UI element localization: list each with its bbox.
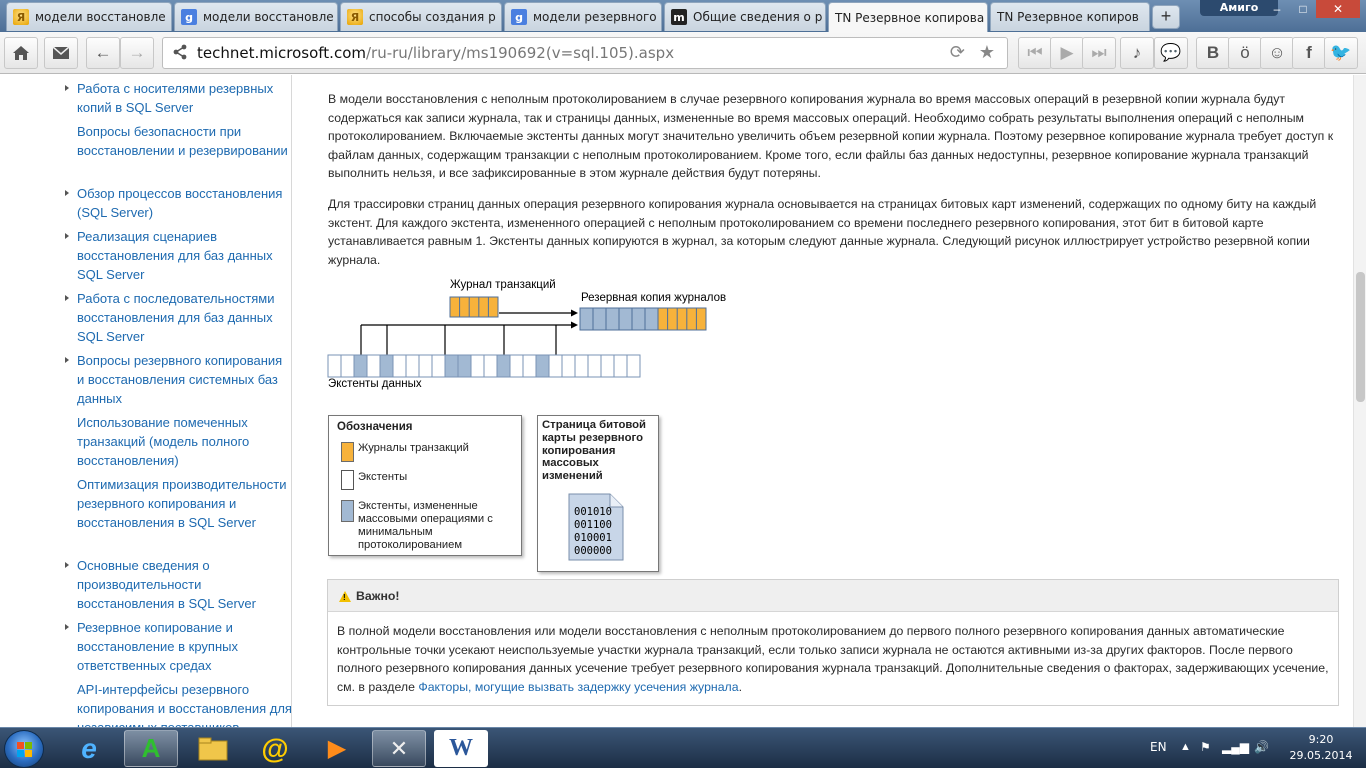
paragraph-bitmap-pages: Для трассировки страниц данных операция резервного копирования журнала основывается на страницах битовых карт изменений, содержащих по одному биту на каждый экстент. Для каждого экстента, измененного операцией с неполным протоколированием со времени последнего резервного копирования, этот бит в битовой карте устанавливается равным 1. Экстенты данных копируются в журнал, за которым следуют данные журнала. Следующий рисунок иллюстрирует устройство резервной копии журнала. xyxy=(328,197,1317,267)
sidebar-item-label[interactable]: Резервное копирование и восстановление в крупных ответственных средах xyxy=(77,620,238,673)
note-end: . xyxy=(738,679,742,694)
expand-arrow-icon[interactable] xyxy=(65,190,69,196)
scrollbar-thumb[interactable] xyxy=(1356,272,1365,402)
extent-cell xyxy=(549,355,562,377)
note-header xyxy=(328,580,1338,612)
log-backup-blocks xyxy=(580,308,706,330)
media-prev-button[interactable] xyxy=(1018,37,1052,69)
extent-cell xyxy=(627,355,640,377)
tab-6-active[interactable] xyxy=(828,2,988,32)
note-text: В полной модели восстановления или модели восстановления с неполным протоколированием до первого полного резервного копирования данных автоматические контрольные точки усекают неиспользуемые участки журнала транзакций, если только записи журнала не остаются активными из-за других факторов. После первого полного резервного копирования данных усечение требует резервного копирования журнала транзакций. Дополнительные сведения о факторах, задерживающих усечение, см. в разделе xyxy=(337,624,1329,694)
facebook-icon: f xyxy=(1306,43,1312,62)
mail-icon xyxy=(52,46,70,60)
legend-title: Обозначения xyxy=(337,421,413,433)
forward-button[interactable] xyxy=(120,37,154,69)
media-player-icon[interactable]: ▶ xyxy=(327,735,347,762)
expand-arrow-icon[interactable] xyxy=(65,562,69,568)
tab-title: модели восстановле xyxy=(35,10,166,24)
home-icon xyxy=(12,45,30,61)
legend-swatch-extent xyxy=(341,470,354,490)
sidebar-item-label[interactable]: Обзор процессов восстановления (SQL Server) xyxy=(77,186,283,220)
forward-arrow-icon: → xyxy=(128,43,146,62)
bitmap-page-box xyxy=(537,415,659,572)
changed-extent-cell xyxy=(458,355,471,377)
sidebar-item-security[interactable] xyxy=(77,122,292,160)
sidebar-item-system-databases[interactable] xyxy=(77,351,292,408)
yandex-icon: Я xyxy=(13,9,29,25)
flag-icon[interactable]: ⚑ xyxy=(1200,740,1211,754)
bitmap-line: 000000 xyxy=(574,545,612,557)
vk-icon: B xyxy=(1206,43,1220,62)
twitter-button[interactable] xyxy=(1324,37,1358,69)
bitmap-line: 010001 xyxy=(574,532,612,544)
sidebar-item-restore-performance[interactable] xyxy=(77,556,292,613)
moimir-icon: ☺ xyxy=(1268,43,1286,62)
sidebar-item-label[interactable]: API-интерфейсы резервного копирования и восстановления для xyxy=(77,682,292,716)
tools-icon[interactable]: ✕ xyxy=(372,730,426,767)
mail-at-icon[interactable]: @ xyxy=(261,732,289,764)
network-signal-icon[interactable]: ▂▄▆ xyxy=(1222,740,1249,754)
tab-1[interactable] xyxy=(6,2,172,31)
tab-4[interactable] xyxy=(504,2,662,31)
note-title: Важно! xyxy=(356,589,400,603)
back-button[interactable] xyxy=(86,37,120,69)
bitmap-values xyxy=(574,506,612,558)
extent-cell xyxy=(510,355,523,377)
sidebar-item-label[interactable]: Работа с носителями резервных копий в SQL Server xyxy=(77,81,274,115)
extent-cell xyxy=(393,355,406,377)
extent-cell xyxy=(341,355,354,377)
note-body xyxy=(337,622,1332,696)
media-play-button[interactable] xyxy=(1050,37,1084,69)
legend-label-extent: Экстенты xyxy=(358,471,408,483)
rewind-icon: ⏮ xyxy=(1027,43,1043,62)
file-explorer-icon[interactable] xyxy=(186,730,240,767)
windows-logo-icon xyxy=(17,742,33,758)
volume-icon[interactable]: 🔊 xyxy=(1254,740,1269,754)
legend-label-changed: Экстенты, измененные массовыми операциями с минимальным протоколированием xyxy=(358,500,493,551)
twitter-bird-icon: 🐦 xyxy=(1330,43,1352,62)
close-icon[interactable]: ✕ xyxy=(1316,0,1360,18)
sidebar-item-restore-sequences[interactable] xyxy=(77,289,292,346)
legend-swatch-log xyxy=(341,442,354,462)
amigo-browser-icon[interactable]: A xyxy=(124,730,178,767)
windows-taskbar xyxy=(0,727,1366,768)
extent-cell xyxy=(484,355,497,377)
diagram-legend xyxy=(328,415,522,556)
sidebar-item-label[interactable]: Реализация сценариев восстановления для баз данных SQL Server xyxy=(77,229,273,282)
tab-title: TN Резервное копирова xyxy=(835,10,985,25)
clock[interactable] xyxy=(1280,732,1362,764)
sidebar-item-label[interactable]: Вопросы резервного копирования и восстановления системных баз данных xyxy=(77,353,283,406)
moimir-button[interactable] xyxy=(1260,37,1294,69)
sidebar-nav xyxy=(0,75,292,727)
internet-explorer-icon[interactable]: e xyxy=(81,732,97,764)
changed-extent-cell xyxy=(354,355,367,377)
back-arrow-icon: ← xyxy=(94,43,112,62)
vertical-scrollbar[interactable] xyxy=(1353,75,1366,727)
maximize-icon[interactable]: □ xyxy=(1299,2,1307,16)
bitmap-line: 001100 xyxy=(574,519,612,531)
extent-cell xyxy=(471,355,484,377)
url-domain: technet.microsoft.com xyxy=(197,44,366,62)
expand-arrow-icon[interactable] xyxy=(65,357,69,363)
tab-strip xyxy=(0,0,1366,32)
sidebar-item-label[interactable]: Использование помеченных транзакций (модель полного восстановления) xyxy=(77,415,250,468)
tab-title: TN Резервное копиров xyxy=(997,10,1139,24)
sidebar-item-restore-scenarios[interactable] xyxy=(77,227,292,284)
google-icon: g xyxy=(181,9,197,25)
extent-cell xyxy=(575,355,588,377)
expand-arrow-icon[interactable] xyxy=(65,85,69,91)
extent-cell xyxy=(562,355,575,377)
home-button[interactable] xyxy=(4,37,38,69)
sidebar-item-label[interactable]: Работа с последовательностями восстановления для баз данных SQL Server xyxy=(77,291,275,344)
paragraph-bulk-logged: В модели восстановления с неполным протоколированием в случае резервного копирования журнала во время массовых операций в резервной копии журнала будут содержаться как записи журнала, так и страницы данных, измененные во время массовых операций. Необходимо собрать результаты выполнения операций с неполным протоколированием. Включаемые экстенты данных могут значительно увеличить объем резервной копии журнала. Поэтому резервное копирование журнала требует доступ к файлам данных, содержащим транзакции с неполным протоколированием. Кроме того, если файлы баз данных недоступны, резервное копирование журнала транзакций выполнить нельзя, и все зафиксированные в этом журнале действия будут потеряны. xyxy=(328,92,1334,180)
sidebar-item-label[interactable]: Вопросы безопасности при восстановлении и резервировании xyxy=(77,124,288,158)
sidebar-item-large-environments[interactable] xyxy=(77,618,292,675)
important-note xyxy=(327,579,1339,706)
extent-cell xyxy=(523,355,536,377)
play-icon: ▶ xyxy=(1060,43,1074,62)
diagram-backup-label: Резервная копия журналов xyxy=(581,292,727,304)
odnoklassniki-icon: ӧ xyxy=(1240,43,1250,62)
extent-cell xyxy=(432,355,445,377)
reload-icon[interactable]: ⟳ xyxy=(949,42,965,63)
media-next-button[interactable] xyxy=(1082,37,1116,69)
new-tab-button[interactable]: + xyxy=(1152,5,1180,29)
chat-icon: 💬 xyxy=(1160,43,1182,62)
extent-cell xyxy=(419,355,432,377)
sidebar-item-label[interactable]: Оптимизация производительности резервного копирования и восстановления в SQL Server xyxy=(77,477,287,530)
expand-arrow-icon[interactable] xyxy=(65,233,69,239)
odnoklassniki-button[interactable] xyxy=(1228,37,1262,69)
bookmark-star-icon[interactable]: ★ xyxy=(978,42,995,63)
changed-extent-cell xyxy=(380,355,393,377)
share-icon[interactable] xyxy=(173,44,187,64)
yandex-icon: Я xyxy=(347,9,363,25)
extent-cell xyxy=(328,355,341,377)
minimize-icon[interactable]: – xyxy=(1273,2,1281,16)
warning-mark: ! xyxy=(343,593,346,602)
sidebar-item-label[interactable]: Основные сведения о производительности восстановления в SQL Server xyxy=(77,558,256,611)
google-icon: g xyxy=(511,9,527,25)
sidebar-item-performance-optimization[interactable] xyxy=(77,475,292,532)
changed-extent-cell xyxy=(445,355,458,377)
tab-7[interactable] xyxy=(990,2,1150,31)
address-bar[interactable] xyxy=(162,37,1008,69)
language-indicator[interactable]: EN xyxy=(1150,740,1167,754)
truncation-factors-link[interactable]: Факторы, могущие вызвать задержку усечения журнала xyxy=(418,679,739,694)
legend-swatch-changed xyxy=(341,500,354,522)
legend-label-log: Журналы транзакций xyxy=(358,442,469,454)
log-backup-diagram xyxy=(293,75,753,405)
bitmap-page-title: Страница битовой карты резервного копирования массовых изменений xyxy=(542,419,646,483)
sidebar-item-marked-transactions[interactable] xyxy=(77,413,292,470)
word-icon[interactable]: W xyxy=(434,730,488,767)
tab-title: модели резервного xyxy=(533,10,657,24)
window-controls xyxy=(1264,0,1360,18)
tab-title: Общие сведения о р xyxy=(693,10,823,24)
vk-button[interactable] xyxy=(1196,37,1230,69)
expand-arrow-icon[interactable] xyxy=(65,624,69,630)
music-button[interactable] xyxy=(1120,37,1154,69)
start-button[interactable] xyxy=(4,730,44,768)
m-icon: m xyxy=(671,9,687,25)
diagram-extents-label: Экстенты данных xyxy=(328,378,422,390)
tab-title: модели восстановле xyxy=(203,10,334,24)
fast-forward-icon: ⏭ xyxy=(1091,43,1107,62)
diagram-log-label: Журнал транзакций xyxy=(450,279,556,291)
facebook-button[interactable] xyxy=(1292,37,1326,69)
clock-date: 29.05.2014 xyxy=(1289,749,1353,762)
extent-cell xyxy=(367,355,380,377)
clock-time: 9:20 xyxy=(1308,733,1334,746)
url-path: /ru-ru/library/ms190692(v=sql.105).aspx xyxy=(365,44,675,62)
profile-menu[interactable]: Амиго xyxy=(1200,0,1278,16)
extent-cell xyxy=(614,355,627,377)
article-content xyxy=(293,75,1353,727)
bitmap-line: 001010 xyxy=(574,506,612,518)
expand-arrow-icon[interactable] xyxy=(65,295,69,301)
extent-cell xyxy=(601,355,614,377)
tab-2[interactable] xyxy=(174,2,338,31)
music-note-icon: ♪ xyxy=(1132,43,1142,62)
tray-expand-icon[interactable]: ▲ xyxy=(1180,741,1191,753)
mail-button[interactable] xyxy=(44,37,78,69)
chat-button[interactable] xyxy=(1154,37,1188,69)
changed-extent-cell xyxy=(497,355,510,377)
extent-cell xyxy=(406,355,419,377)
transaction-log-blocks xyxy=(450,297,498,317)
sidebar-item-restore-overview[interactable] xyxy=(77,184,292,222)
extent-cell xyxy=(588,355,601,377)
sidebar-item-backup-media[interactable] xyxy=(77,79,292,117)
changed-extent-cell xyxy=(536,355,549,377)
tab-title: способы создания р xyxy=(369,10,496,24)
data-extents-row xyxy=(328,355,640,377)
browser-toolbar xyxy=(0,32,1366,74)
tab-3[interactable] xyxy=(340,2,502,31)
tab-5[interactable] xyxy=(664,2,826,31)
